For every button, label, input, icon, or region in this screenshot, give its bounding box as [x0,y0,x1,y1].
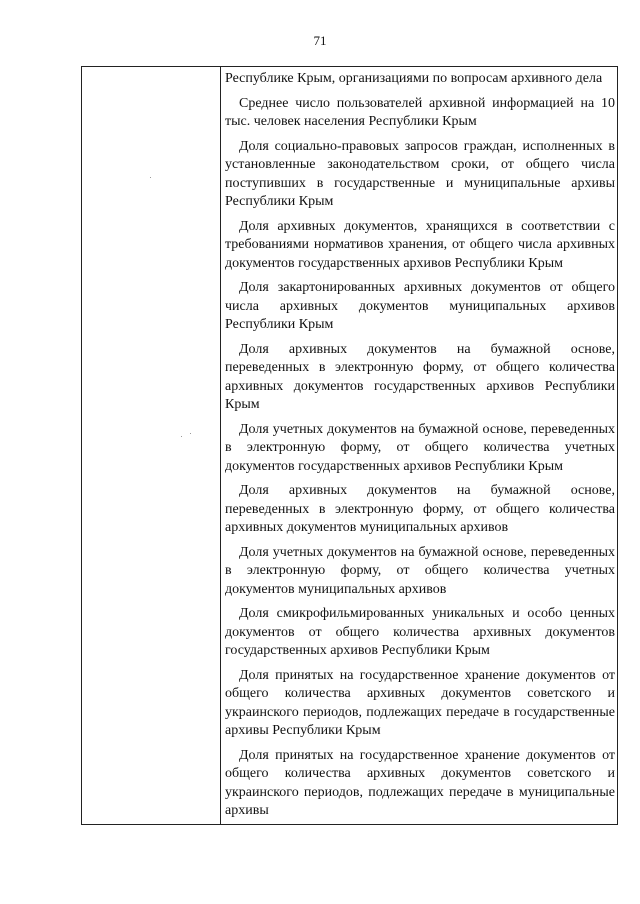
table-row [82,67,618,825]
page-number: 71 [313,33,327,48]
indicator-paragraph: Доля смикрофильмированных уникальных и особо ценных документов от общего количества архивных документов государственных архивов Республики Крым [225,606,615,658]
indicator-paragraph: Доля закартонированных архивных документов от общего числа архивных документов муниципальных архивов Республики Крым [225,280,615,332]
indicator-paragraph: Доля архивных документов на бумажной основе, переведенных в электронную форму, от общего количества архивных документов государственных архивов Республики Крым [225,341,615,412]
indicator-paragraph: Доля учетных документов на бумажной основе, переведенных в электронную форму, от общего количества учетных документов муниципальных архивов [225,544,615,597]
indicator-paragraph: Доля архивных документов на бумажной основе, переведенных в электронную форму, от общего количества архивных документов муниципальных архивов [225,483,615,535]
indicator-paragraph: Доля архивных документов, хранящихся в соответствии с требованиями нормативов хранения, от общего числа архивных документов государственных архивов Республики Крым [225,218,615,271]
scan-speck [190,433,191,434]
indicator-paragraph: Доля принятых на государственное хранение документов от общего количества архивных документов советского и украинского периодов, подлежащих передаче в государственные архивы Республики Крым [225,667,615,738]
indicator-paragraph: Доля учетных документов на бумажной основе, переведенных в электронную форму, от общего количества учетных документов государственных архивов Республики Крым [225,421,615,474]
scan-speck [150,177,151,178]
scan-speck [181,436,182,437]
empty-left-cell [82,67,221,825]
indicator-paragraph: Доля социально-правовых запросов граждан, исполненных в установленные законодательством сроки, от общего числа поступивших в государственные и муниципальные архивы Республики Крым [225,138,615,209]
indicator-paragraph: Среднее число пользователей архивной информацией на 10 тыс. человек населения Республики Крым [225,95,615,129]
indicators-cell [221,67,618,825]
indicators-table [81,66,618,825]
indicator-paragraph: Республике Крым, организациями по вопросам архивного дела [225,71,603,86]
indicator-paragraph: Доля принятых на государственное хранение документов от общего количества архивных документов советского и украинского периодов, подлежащих передаче в муниципальные архивы [225,747,615,818]
